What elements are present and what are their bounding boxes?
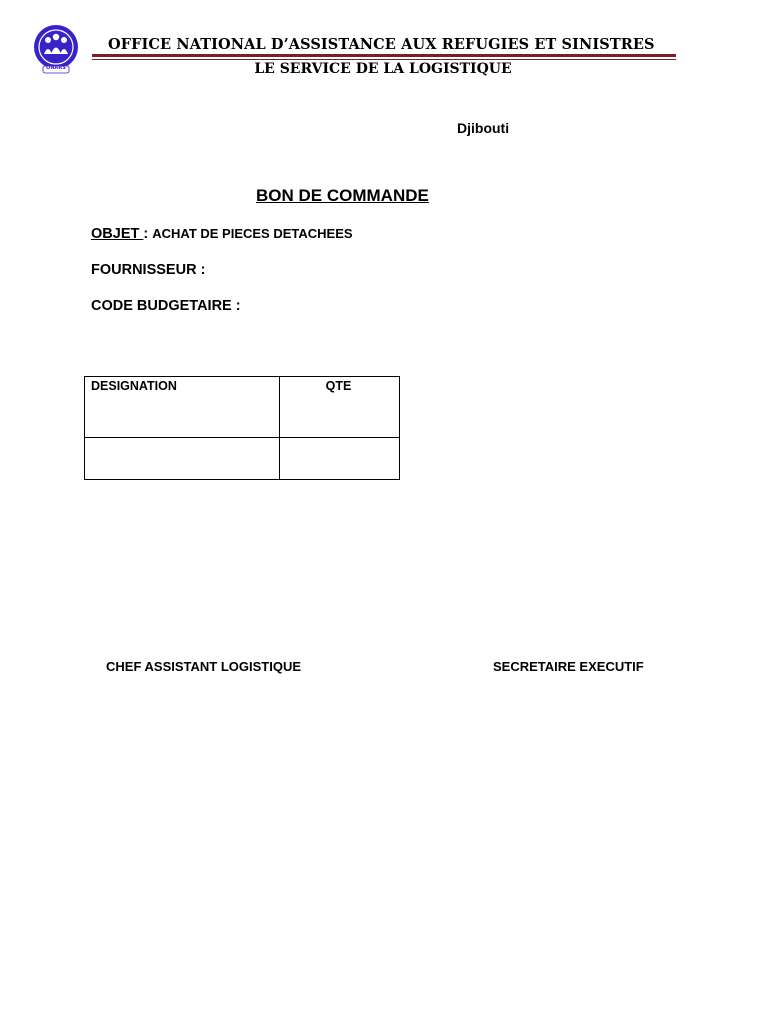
table-header-qte <box>280 377 400 438</box>
order-table <box>84 376 400 480</box>
service-name <box>0 61 768 77</box>
table-row <box>85 438 400 480</box>
table-header-row <box>85 377 400 438</box>
table-header-qte-label: QTE <box>325 379 352 393</box>
service-name-text: LE SERVICE DE LA LOGISTIQUE <box>254 61 512 77</box>
field-fournisseur <box>91 262 205 278</box>
field-objet-label: OBJET <box>91 226 144 242</box>
field-fournisseur-label: FOURNISSEUR : <box>91 262 206 278</box>
table-cell-qte <box>280 438 400 480</box>
table-cell-designation-value <box>85 438 279 440</box>
header-rule-thin <box>92 59 676 60</box>
table-header-designation-label: DESIGNATION <box>91 379 177 393</box>
signature-left: CHEF ASSISTANT LOGISTIQUE <box>106 659 302 674</box>
table-cell-qte-value <box>279 438 398 440</box>
field-objet-value: ACHAT DE PIECES DETACHEES <box>152 226 353 241</box>
table-cell-designation <box>85 438 280 480</box>
header-rule-thick <box>92 54 676 57</box>
document-title: BON DE COMMANDE <box>256 186 429 205</box>
field-objet-separator: : <box>143 226 153 242</box>
location-city: Djibouti <box>457 120 510 136</box>
organization-name: OFFICE NATIONAL D’ASSISTANCE AUX REFUGIES ET SINISTRES <box>108 36 655 53</box>
field-code-budgetaire <box>91 298 241 314</box>
table-header-designation <box>85 377 280 438</box>
signature-right: SECRETAIRE EXECUTIF <box>493 659 644 674</box>
field-code-budgetaire-label: CODE BUDGETAIRE : <box>91 298 241 314</box>
field-objet <box>91 226 353 242</box>
logo-text: ONARS <box>46 65 66 71</box>
